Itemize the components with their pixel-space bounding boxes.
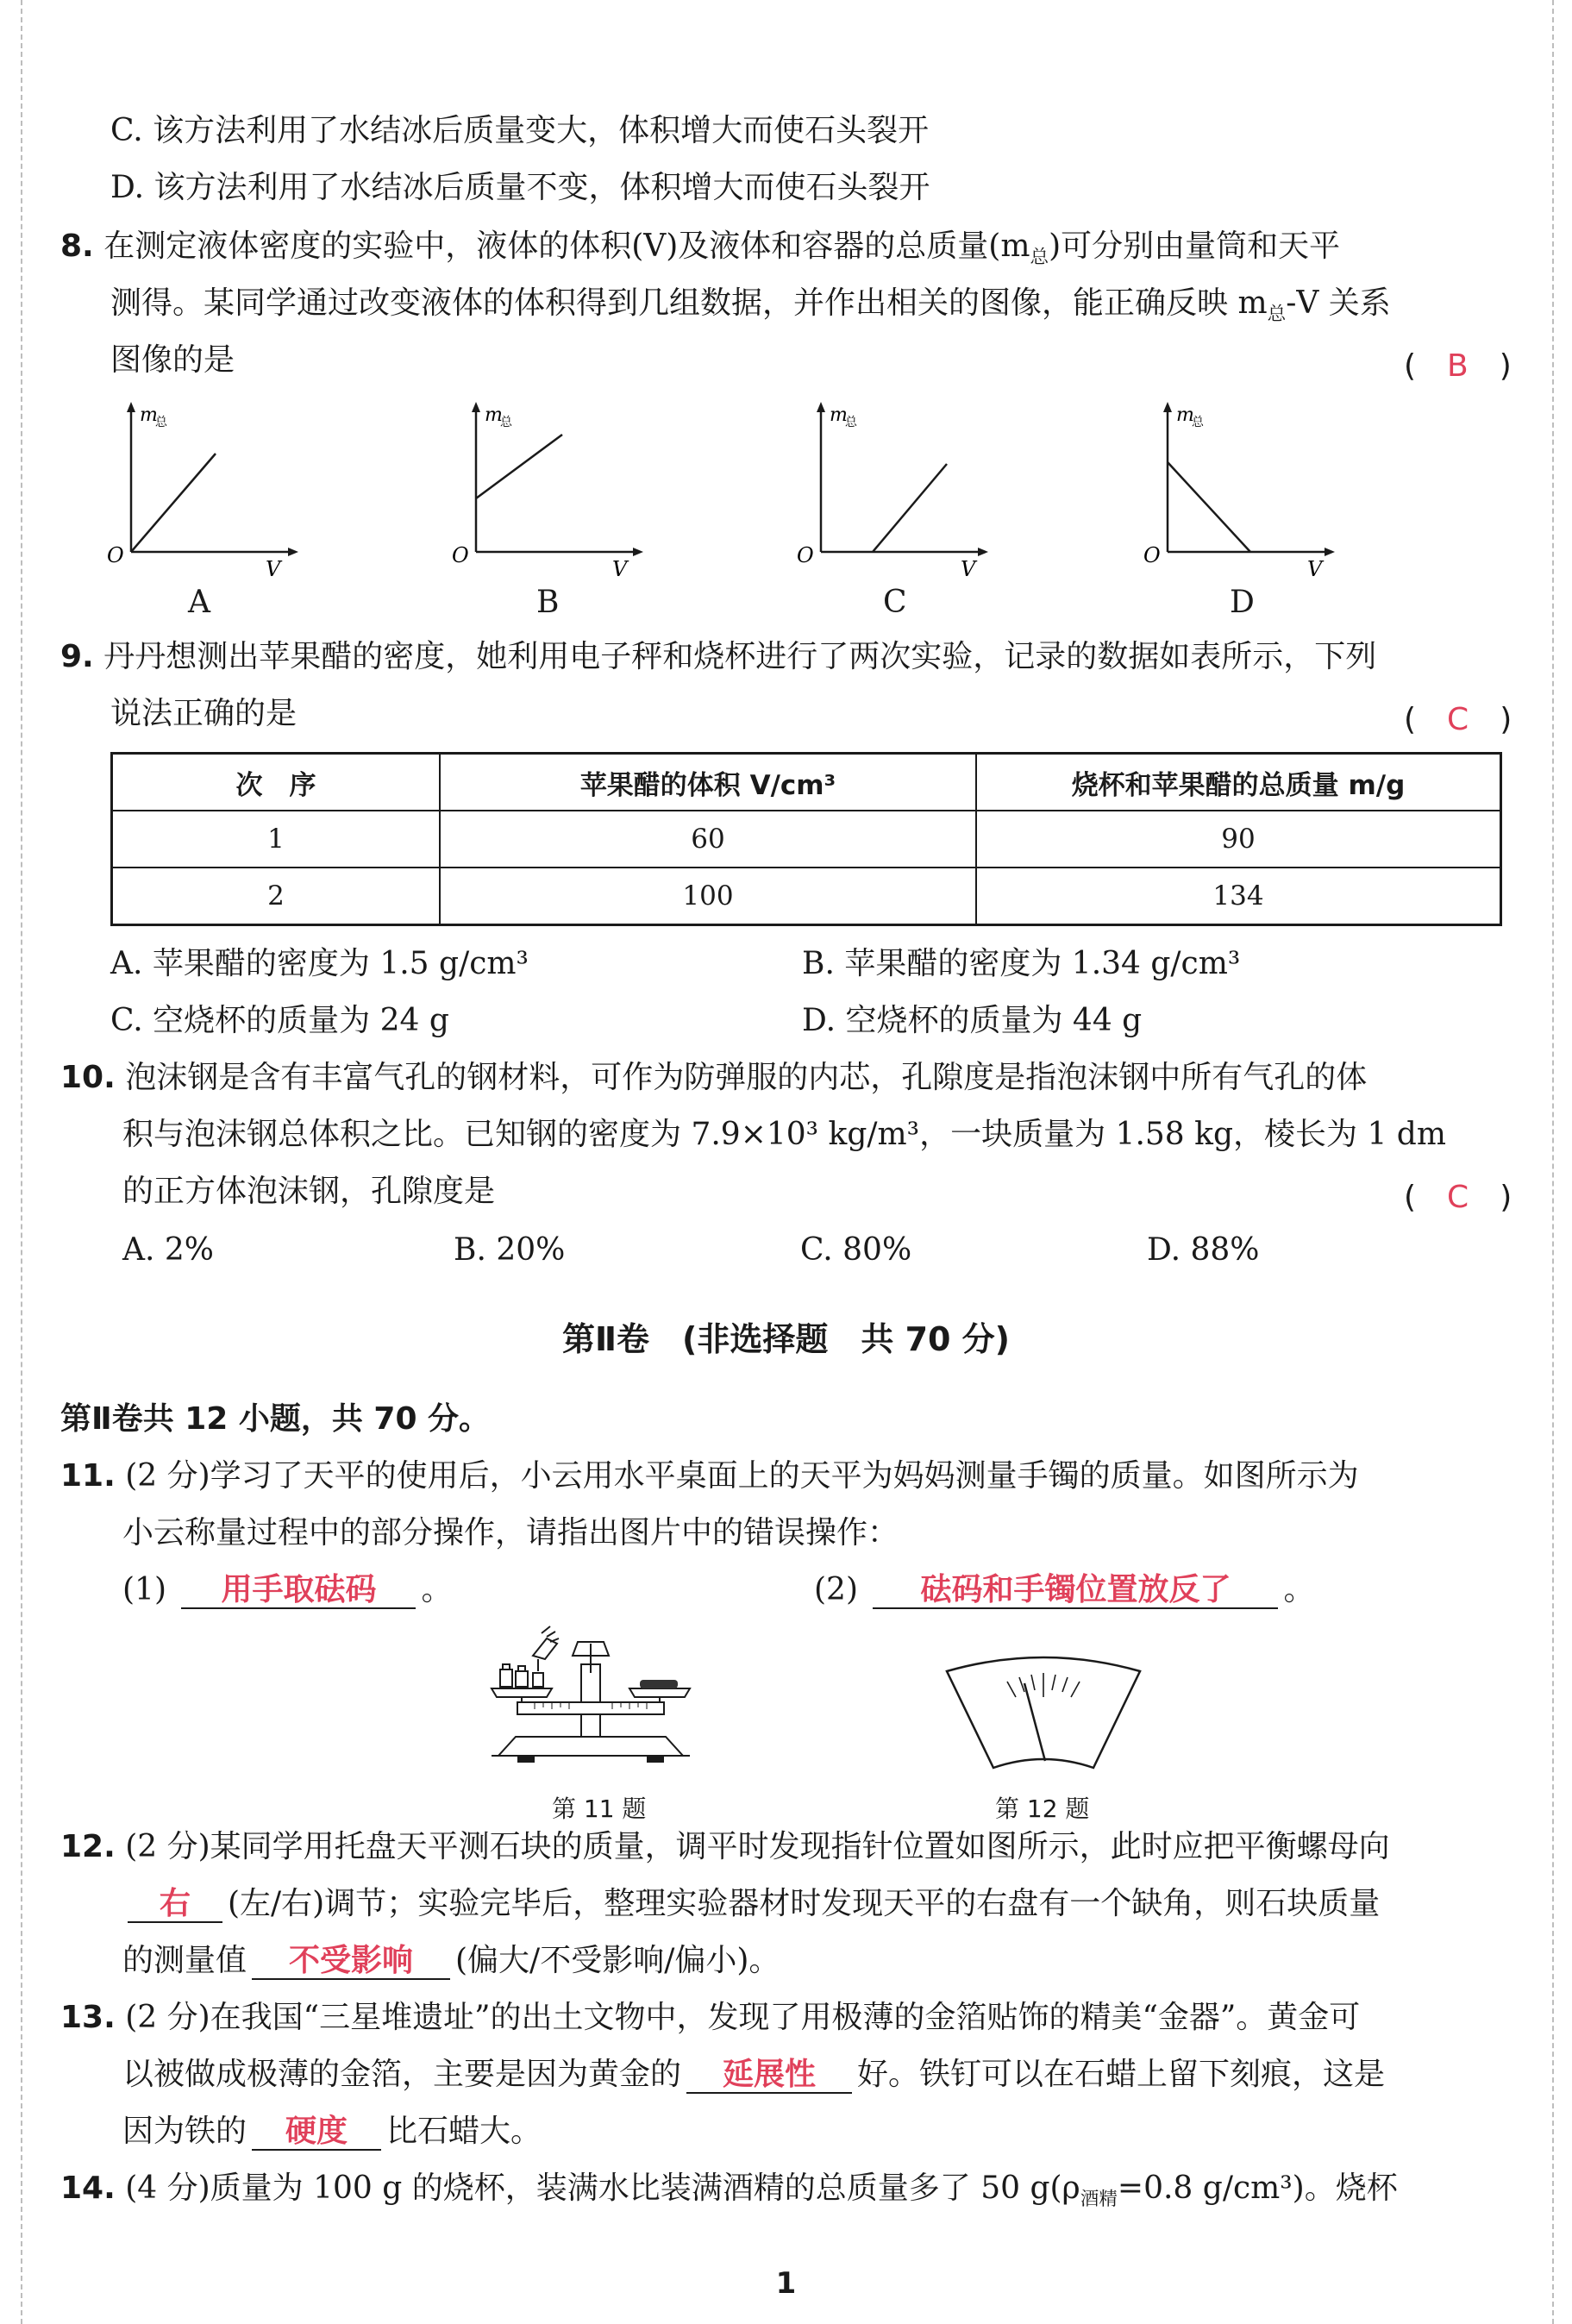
q8-graph-d-xlabel: V (1307, 557, 1323, 581)
q8-sub-2: 总 (1267, 304, 1287, 326)
balance-beam (517, 1702, 664, 1714)
q8-graph-c-xlabel: V (961, 557, 976, 581)
q8-graph-d-line (1168, 462, 1250, 552)
q8-graph-b-line (476, 435, 562, 498)
q13-text-1: (2 分)在我国“三星堆遗址”的出土文物中，发现了用极薄的金箔贴饰的精美“金器”。黄金可 (125, 2000, 1361, 2035)
q12-answer-2: 不受影响 (252, 1944, 450, 1980)
table-row (112, 811, 1501, 868)
q13-answer-2: 硬度 (252, 2114, 381, 2151)
q13-number: 13. (60, 2000, 116, 2035)
balance-figure (483, 1621, 698, 1785)
weights-icon (500, 1664, 543, 1687)
q8-graph-c (792, 398, 999, 588)
q8-graph-a-ylabel: m (140, 404, 158, 426)
q10-option-d: D. 88% (1147, 1232, 1260, 1268)
q10-line-2: 积与泡沫钢总体积之比。已知钢的密度为 7.9×10³ kg/m³，一块质量为 1.58 kg，棱长为 1 dm (122, 1117, 1446, 1152)
q9-answer-bracket: ( C ) (1404, 702, 1513, 737)
q10-line-1 (60, 1059, 1367, 1096)
table-header-order: 次 序 (112, 754, 441, 811)
q9-option-b: B. 苹果醋的密度为 1.34 g/cm³ (802, 946, 1241, 981)
q14-line-1 (60, 2170, 1398, 2211)
q10-number: 10. (60, 1060, 116, 1095)
q8-number: 8. (60, 229, 94, 264)
q10-option-b: B. 20% (454, 1232, 566, 1268)
q13-text-2-end: 好。铁钉可以在石蜡上留下刻痕，这是 (857, 2057, 1386, 2092)
q13-text-2-pre: 以被做成极薄的金箔，主要是因为黄金的 (122, 2057, 682, 2092)
q9-line-2: 说法正确的是 (110, 696, 297, 731)
q11-line-2: 小云称量过程中的部分操作，请指出图片中的错误操作： (122, 1515, 899, 1550)
table-cell: 134 (976, 868, 1501, 925)
q8-answer-bracket: ( B ) (1404, 348, 1512, 384)
q11-figure-caption: 第 11 题 (552, 1795, 647, 1823)
q8-text-2: 测得。某同学通过改变液体的体积得到几组数据，并作出相关的图像，能正确反映 m (110, 285, 1268, 321)
q13-answer-1: 延展性 (686, 2058, 852, 2094)
q10-answer-bracket: ( C ) (1404, 1180, 1513, 1215)
q11-line-3b (814, 1571, 1314, 1609)
table-cell: 60 (440, 811, 976, 868)
q8-text-1-end: )可分别由量筒和天平 (1049, 229, 1341, 264)
page-number: 1 (775, 2266, 797, 2301)
q10-text-1: 泡沫钢是含有丰富气孔的钢材料，可作为防弹服的内芯，孔隙度是指泡沫钢中所有气孔的体 (125, 1060, 1368, 1095)
q11-line-1 (60, 1457, 1359, 1494)
q12-text-3-end: (偏大/不受影响/偏小)。 (455, 1943, 780, 1978)
q8-graph-a-xlabel: V (266, 557, 281, 581)
q8-graph-a-line (131, 454, 216, 552)
q8-graph-d-origin: O (1143, 543, 1161, 567)
q12-text-2: (左/右)调节；实验完毕后，整理实验器材时发现天平的右盘有一个缺角，则石块质量 (228, 1886, 1381, 1921)
q12-line-3 (122, 1942, 780, 1980)
q8-graph-a-origin: O (107, 543, 124, 567)
q8-text-1: 在测定液体密度的实验中，液体的体积(V)及液体和容器的总质量(m (103, 229, 1030, 264)
q8-graph-c-label: C (883, 585, 907, 620)
q8-sub-1: 总 (1030, 247, 1049, 269)
q8-graph-b-label: B (536, 585, 560, 620)
hand-icon (533, 1626, 559, 1671)
q13-text-3-end: 比石蜡大。 (386, 2114, 542, 2149)
q9-answer: C (1447, 702, 1469, 737)
q8-line-2 (110, 285, 1391, 326)
table-cell: 2 (112, 868, 441, 925)
section-title: 第Ⅱ卷 (非选择题 共 70 分) (561, 1320, 1011, 1358)
q8-line-3: 图像的是 (110, 342, 235, 378)
q8-graph-b-xlabel: V (612, 557, 628, 581)
left-pan (492, 1688, 552, 1697)
q11-period-1: 。 (421, 1572, 453, 1607)
q9-data-table (110, 752, 1502, 926)
balance-base (498, 1737, 683, 1756)
q11-part-1-label: (1) (122, 1572, 166, 1607)
q8-graph-c-ylabel: m (830, 404, 848, 426)
q10-line-3: 的正方体泡沫钢，孔隙度是 (122, 1174, 496, 1209)
q12-line-1 (60, 1828, 1390, 1865)
q9-option-c: C. 空烧杯的质量为 24 g (110, 1003, 449, 1038)
right-binding-line (1552, 0, 1554, 2324)
q8-answer: B (1447, 348, 1469, 384)
table-header-row (112, 754, 1501, 811)
q8-line-1 (60, 228, 1340, 269)
q9-number: 9. (60, 639, 94, 674)
q14-rho-sub: 酒精 (1080, 2189, 1118, 2211)
q8-graph-c-line (873, 464, 947, 552)
q13-line-1 (60, 1999, 1360, 2036)
q12-number: 12. (60, 1829, 116, 1864)
q8-graph-a-ysub: 总 (155, 416, 167, 429)
q14-number: 14. (60, 2171, 116, 2206)
table-cell: 100 (440, 868, 976, 925)
q11-number: 11. (60, 1458, 116, 1494)
q12-text-1: (2 分)某同学用托盘天平测石块的质量，调平时发现指针位置如图所示，此时应把平衡螺母向 (125, 1829, 1390, 1864)
q12-answer-1: 右 (128, 1887, 222, 1923)
q12-figure-caption: 第 12 题 (995, 1795, 1090, 1823)
q8-graph-b-ysub: 总 (500, 416, 512, 429)
bracelet-icon (640, 1680, 678, 1688)
q8-graph-d-ysub: 总 (1192, 416, 1204, 429)
q10-option-a: A. 2% (122, 1232, 214, 1268)
q12-line-2 (122, 1885, 1380, 1923)
q10-answer: C (1447, 1180, 1469, 1215)
q9-text-1: 丹丹想测出苹果醋的密度，她利用电子秤和烧杯进行了两次实验，记录的数据如表所示，下列 (103, 639, 1377, 674)
table-cell: 1 (112, 811, 441, 868)
table-header-mass: 烧杯和苹果醋的总质量 m/g (976, 754, 1501, 811)
q9-line-1 (60, 638, 1376, 675)
q9-option-d: D. 空烧杯的质量为 44 g (802, 1003, 1143, 1038)
q8-graph-c-ysub: 总 (845, 416, 857, 429)
q8-graph-d-label: D (1230, 585, 1255, 620)
q8-graph-a-label: A (188, 585, 210, 620)
table-cell: 90 (976, 811, 1501, 868)
q10-option-c: C. 80% (800, 1232, 912, 1268)
table-row (112, 868, 1501, 925)
q14-text-1-end: =0.8 g/cm³)。烧杯 (1117, 2171, 1398, 2206)
q13-line-3 (122, 2113, 542, 2151)
q8-graph-a (102, 398, 309, 588)
q11-part-2-label: (2) (814, 1572, 858, 1607)
q8-graph-b-ylabel: m (485, 404, 503, 426)
q14-text-1: (4 分)质量为 100 g 的烧杯，装满水比装满酒精的总质量多了 50 g(ρ (125, 2171, 1080, 2206)
q11-line-3a (122, 1571, 452, 1609)
q11-text-1: (2 分)学习了天平的使用后，小云用水平桌面上的天平为妈妈测量手镯的质量。如图所示为 (125, 1458, 1359, 1494)
q11-period-2: 。 (1283, 1572, 1315, 1607)
q7-option-c: C. 该方法利用了水结冰后质量变大，体积增大而使石头裂开 (110, 113, 930, 148)
q8-graph-d (1138, 398, 1345, 588)
pointer-dial-figure (940, 1647, 1147, 1776)
q13-text-3-pre: 因为铁的 (122, 2114, 247, 2149)
q11-answer-1: 用手取砝码 (181, 1573, 416, 1609)
q8-graph-c-origin: O (797, 543, 814, 567)
q13-line-2 (122, 2056, 1385, 2094)
left-binding-line (21, 0, 22, 2324)
right-pan (629, 1688, 690, 1697)
table-header-volume: 苹果醋的体积 V/cm³ (440, 754, 976, 811)
section-intro: 第Ⅱ卷共 12 小题，共 70 分。 (60, 1401, 491, 1437)
q9-option-a: A. 苹果醋的密度为 1.5 g/cm³ (110, 946, 529, 981)
q7-option-d: D. 该方法利用了水结冰后质量不变，体积增大而使石头裂开 (110, 170, 930, 205)
q8-graph-b (447, 398, 654, 588)
q8-text-2-end: -V 关系 (1286, 285, 1391, 321)
q11-answer-2: 砝码和手镯位置放反了 (873, 1573, 1278, 1609)
q12-text-3-pre: 的测量值 (122, 1943, 247, 1978)
q8-graph-b-origin: O (452, 543, 469, 567)
q8-graph-d-ylabel: m (1176, 404, 1194, 426)
